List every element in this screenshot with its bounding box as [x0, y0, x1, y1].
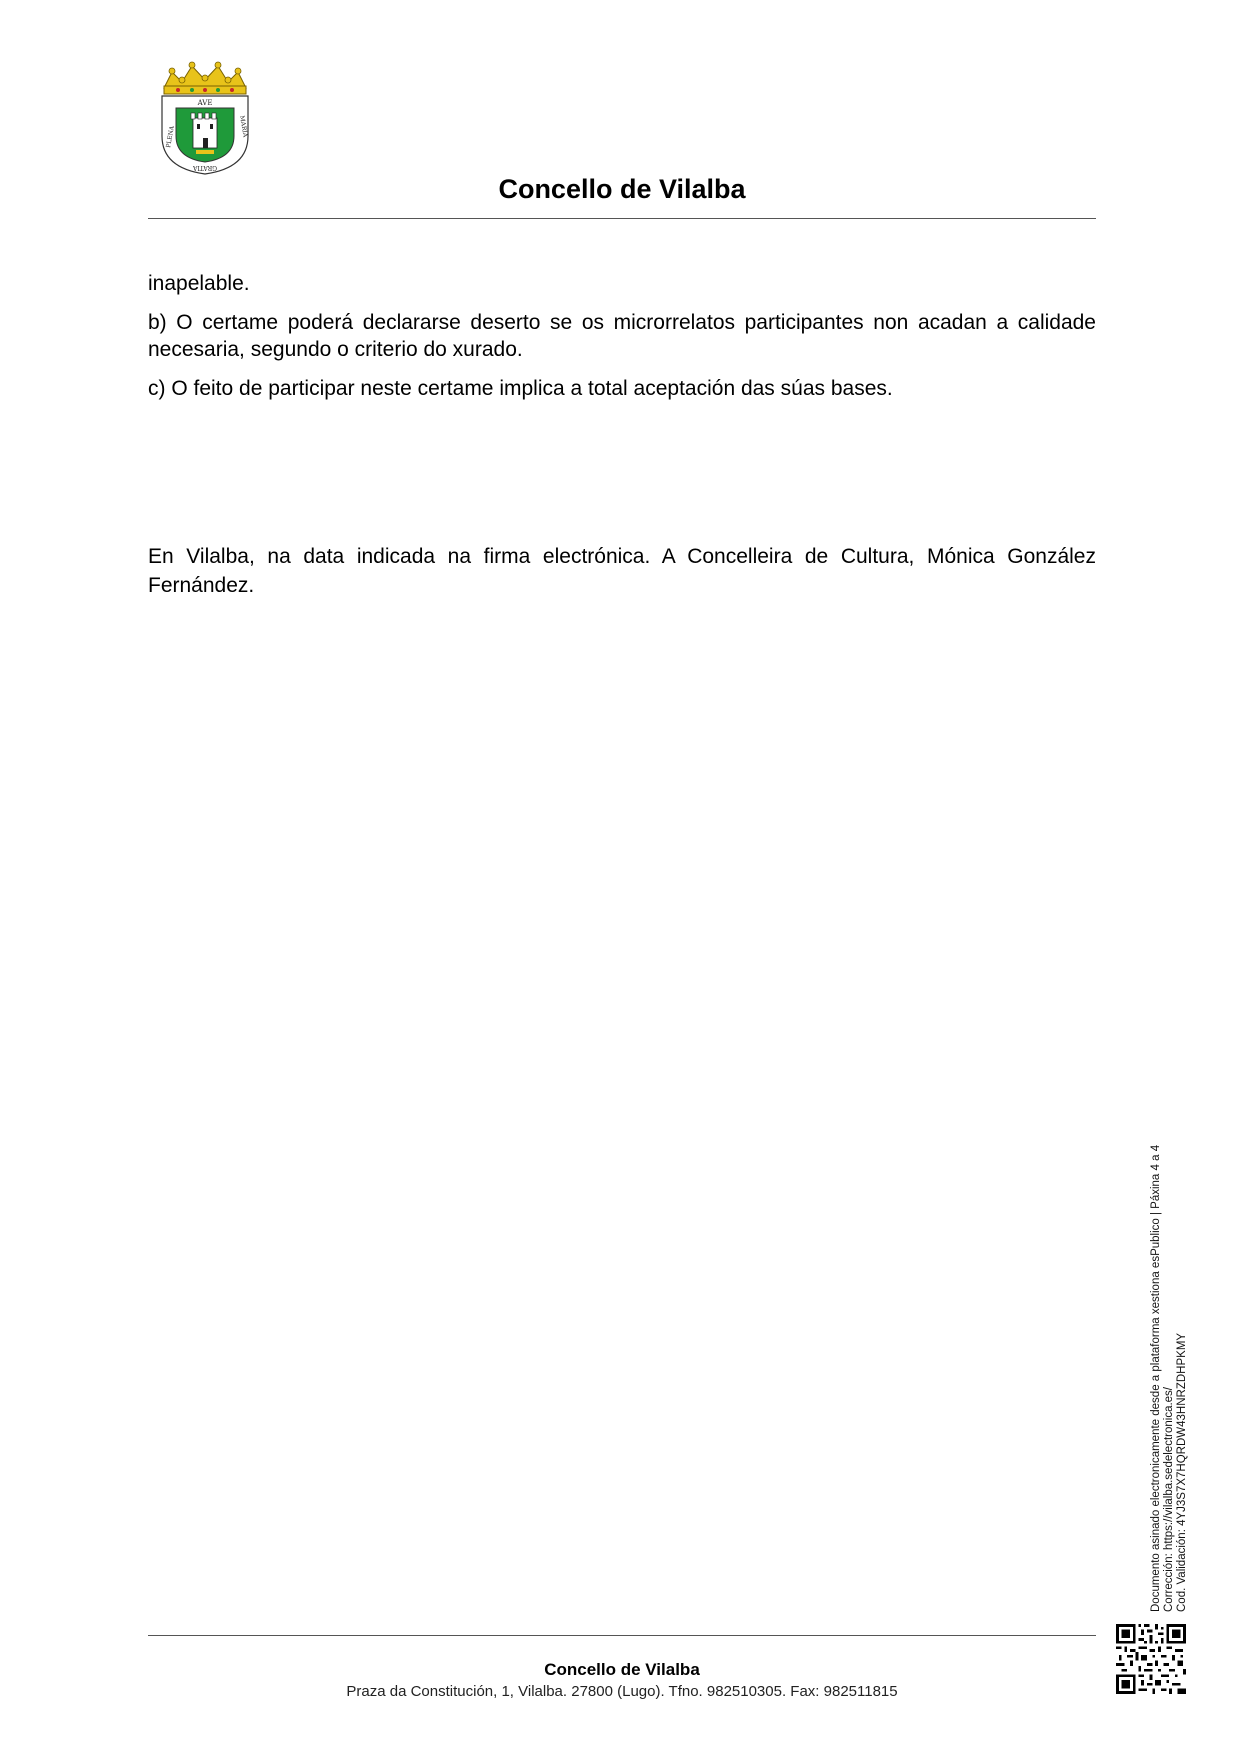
body-paragraph: inapelable.: [148, 272, 250, 295]
crest-motto-right: MARIA: [238, 115, 249, 138]
crest-motto-bottom: GRATIA: [192, 164, 218, 171]
crest-motto-top: AVE: [197, 99, 213, 107]
body-paragraph: b) O certame poderá declararse deserto se os microrrelatos participantes non acadan a calidade necesaria, segundo o criterio do xurado.: [148, 311, 1096, 361]
footer-divider: [148, 1635, 1096, 1636]
verification-url[interactable]: Corrección: https://vilalba.sedelectronica.es/: [1163, 1387, 1175, 1612]
footer-title: Concello de Vilalba: [544, 1660, 700, 1679]
qr-code-icon: [1116, 1624, 1186, 1694]
header-divider: [148, 218, 1096, 219]
validation-sidebar: [1150, 1052, 1189, 1612]
closing-signature-paragraph: En Vilalba, na data indicada na firma electrónica. A Concelleira de Cultura, Mónica González Fernández.: [148, 545, 1096, 597]
tower-icon: [191, 113, 217, 154]
body-paragraph: c) O feito de participar neste certame implica a total aceptación das súas bases.: [148, 377, 893, 400]
footer-address: Praza da Constitución, 1, Vilalba. 27800 (Lugo). Tfno. 982510305. Fax: 982511815: [346, 1683, 898, 1700]
crest-motto-left: PLENA: [165, 125, 176, 149]
document-body: [148, 270, 1096, 414]
coat-of-arms-logo: [152, 58, 258, 176]
signature-platform-note: Cod. Validación: 4YJ3S7X7HQRDW43HNRZDHPKMY: [1176, 1332, 1188, 1612]
crown-icon: [164, 62, 246, 94]
header-title: Concello de Vilalba: [498, 174, 746, 204]
validation-code: Documento asinado electronicamente desde a plataforma xestiona esPublico | Páxina 4 a 4: [1150, 1144, 1162, 1612]
